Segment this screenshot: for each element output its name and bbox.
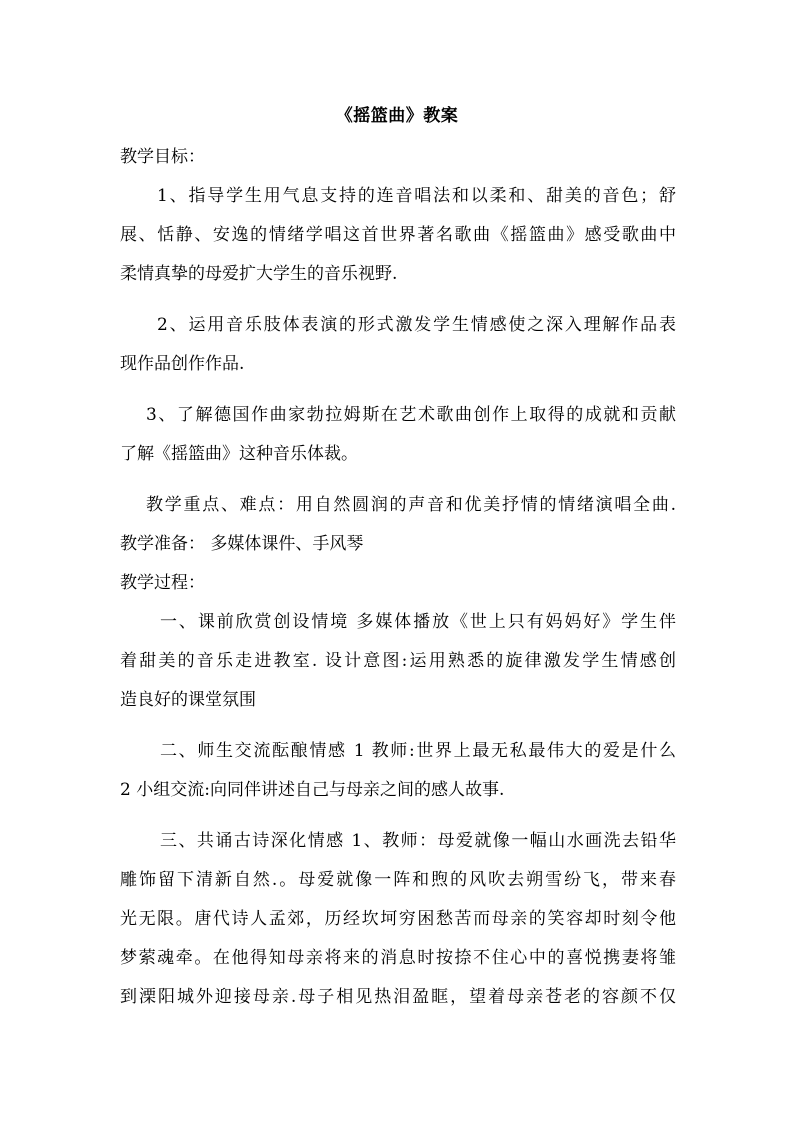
key-points-line: 教学重点、难点：用自然圆润的声音和优美抒情的情绪演唱全曲.	[146, 495, 676, 515]
document-body	[120, 138, 676, 1017]
preparation-line: 教学准备： 多媒体课件、手风琴	[120, 534, 364, 554]
section-heading-objectives: 教学目标：	[120, 147, 205, 167]
objective-1-line-2: 展、恬静、安逸的情绪学唱这首世界著名歌曲《摇篮曲》感受歌曲中	[120, 225, 676, 245]
step-1-line-3: 造良好的课堂氛围	[120, 690, 256, 710]
objective-1-line-3: 柔情真挚的母爱扩大学生的音乐视野.	[120, 264, 398, 284]
objective-2-line-1: 2、运用音乐肢体表演的形式激发学生情感使之深入理解作品表	[157, 315, 676, 335]
section-heading-process: 教学过程：	[120, 573, 205, 593]
step-2-line-2: 2 小组交流:向同伴讲述自己与母亲之间的感人故事.	[120, 780, 505, 800]
step-3-line-1: 三、共诵古诗深化情感 1、教师：母爱就像一幅山水画洗去铅华	[160, 831, 676, 851]
step-3-line-5: 到溧阳城外迎接母亲.母子相见热泪盈眶，望着母亲苍老的容颜不仅	[120, 987, 676, 1007]
objective-1-line-1: 1、指导学生用气息支持的连音唱法和以柔和、甜美的音色；舒	[157, 186, 676, 206]
step-3-line-4: 梦萦魂牵。在他得知母亲将来的消息时按捺不住心中的喜悦携妻将雏	[120, 948, 676, 968]
step-3-line-2: 雕饰留下清新自然.。母爱就像一阵和煦的风吹去朔雪纷飞，带来春	[120, 870, 676, 890]
objective-3-line-2: 了解《摇篮曲》这种音乐体裁。	[120, 444, 358, 464]
objective-2-line-2: 现作品创作作品.	[120, 354, 245, 374]
objective-3-line-1: 3、了解德国作曲家勃拉姆斯在艺术歌曲创作上取得的成就和贡献	[146, 405, 676, 425]
document-title: 《摇篮曲》教案	[335, 106, 459, 126]
step-2-line-1: 二、师生交流酝酿情感 1 教师:世界上最无私最伟大的爱是什么	[160, 741, 676, 761]
step-1-line-1: 一、课前欣赏创设情境 多媒体播放《世上只有妈妈好》学生伴	[160, 612, 676, 632]
step-3-line-3: 光无限。唐代诗人孟郊，历经坎坷穷困愁苦而母亲的笑容却时刻令他	[120, 909, 676, 929]
step-1-line-2: 着甜美的音乐走进教室. 设计意图:运用熟悉的旋律激发学生情感创	[120, 651, 676, 671]
